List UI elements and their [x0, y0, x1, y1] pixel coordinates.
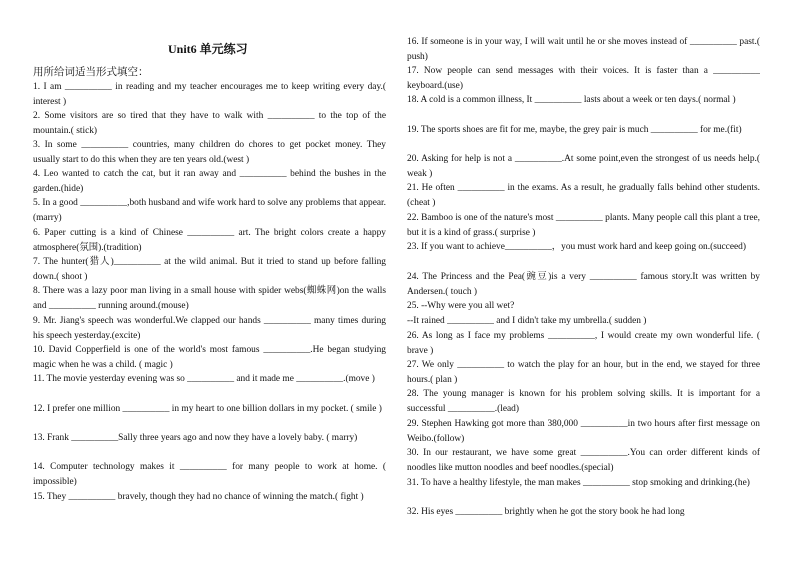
exercise-item-25-answer: --It rained __________ and I didn't take my umbrella.( sudden ) [407, 316, 647, 326]
exercise-item-20: 20. Asking for help is not a __________.At some point,even the strongest of us needs help.( weak ) [407, 154, 760, 179]
exercise-item-21: 21. He often __________ in the exams. As a result, he gradually falls behind other students.(cheat ) [407, 183, 760, 208]
exercise-item-29: 29. Stephen Hawking got more than 380,000 __________in two hours after first message on Weibo.(follow) [407, 419, 760, 444]
instruction-text: 用所给词适当形式填空： [33, 67, 149, 78]
exercise-item-11: 11. The movie yesterday evening was so __________ and it made me __________.(move ) [33, 374, 375, 384]
exercise-item-9: 9. Mr. Jiang's speech was wonderful.We clapped our hands __________ many times during his speech yesterday.(excite) [33, 316, 386, 341]
exercise-item-13: 13. Frank __________Sally three years ago and now they have a lovely baby. ( marry) [33, 433, 358, 443]
exercise-item-22: 22. Bamboo is one of the nature's most __________ plants. Many people call this plant a tree, but it is a kind of grass.( surprise ) [407, 213, 760, 238]
exercise-item-27: 27. We only __________ to watch the play for an hour, but in the end, we stayed for three hours.( plan ) [407, 360, 760, 385]
exercise-item-4: 4. Leo wanted to catch the cat, but it ran away and __________ behind the bushes in the garden.(hide) [33, 169, 386, 194]
exercise-item-18: 18. A cold is a common illness, It __________ lasts about a week or ten days.( normal ) [407, 95, 736, 105]
exercise-item-2: 2. Some visitors are so tired that they have to walk with __________ to the top of the mountain.( stick) [33, 111, 386, 136]
exercise-item-12: 12. I prefer one million __________ in my heart to one billion dollars in my pocket. ( smile ) [33, 404, 382, 414]
exercise-item-5: 5. In a good __________,both husband and wife work hard to solve any problems that appear.(marry) [33, 198, 386, 223]
exercise-item-31: 31. To have a healthy lifestyle, the man makes __________ stop smoking and drinking.(he) [407, 478, 750, 488]
exercise-item-15: 15. They __________ bravely, though they had no chance of winning the match.( fight ) [33, 492, 364, 502]
exercise-item-8: 8. There was a lazy poor man living in a small house with spider webs(蜘蛛网)on the walls and __________ running around.(mouse) [33, 286, 386, 311]
exercise-item-10: 10. David Copperfield is one of the world's most famous __________.He began studying magic when he was a child. ( magic ) [33, 345, 386, 370]
exercise-item-17: 17. Now people can send messages with their voices. It is faster than a __________ keyboard.(use) [407, 66, 760, 91]
exercise-item-32: 32. His eyes __________ brightly when he got the story book he had long [407, 507, 685, 517]
exercise-item-14: 14. Computer technology makes it __________ for many people to work at home. ( impossible) [33, 462, 386, 487]
exercise-item-30: 30. In our restaurant, we have some great __________.You can order different kinds of noodles like mutton noodles and beef noodles.(special) [407, 448, 760, 473]
exercise-item-26: 26. As long as I face my problems __________, I would create my own wonderful life. ( brave ) [407, 331, 760, 356]
exercise-item-25-question: 25. --Why were you all wet? [407, 301, 515, 311]
exercise-item-16: 16. If someone is in your way, I will wait until he or she moves instead of __________ past.( push) [407, 37, 760, 62]
exercise-item-19: 19. The sports shoes are fit for me, maybe, the grey pair is much __________ for me.(fit) [407, 125, 742, 135]
page-title: Unit6 单元练习 [168, 42, 248, 56]
exercise-item-3: 3. In some __________ countries, many children do chores to get pocket money. They usually start to do this when they are ten years old.(west ) [33, 140, 386, 165]
exercise-item-6: 6. Paper cutting is a kind of Chinese __________ art. The bright colors create a happy atmosphere(氛围).(tradition) [33, 228, 386, 253]
exercise-item-28: 28. The young manager is known for his problem solving skills. It is important for a successful __________.(lead) [407, 389, 760, 414]
exercise-item-1: 1. I am __________ in reading and my teacher encourages me to keep writing every day.( interest ) [33, 82, 386, 107]
exercise-item-23: 23. If you want to achieve__________，you must work hard and keep going on.(succeed) [407, 242, 746, 252]
exercise-item-24: 24. The Princess and the Pea(豌豆)is a very __________ famous story.It was written by Andersen.( touch ) [407, 272, 760, 297]
exercise-item-7: 7. The hunter(猎人)__________ at the wild animal. But it tried to stand up before falling down.( shoot ) [33, 257, 386, 282]
